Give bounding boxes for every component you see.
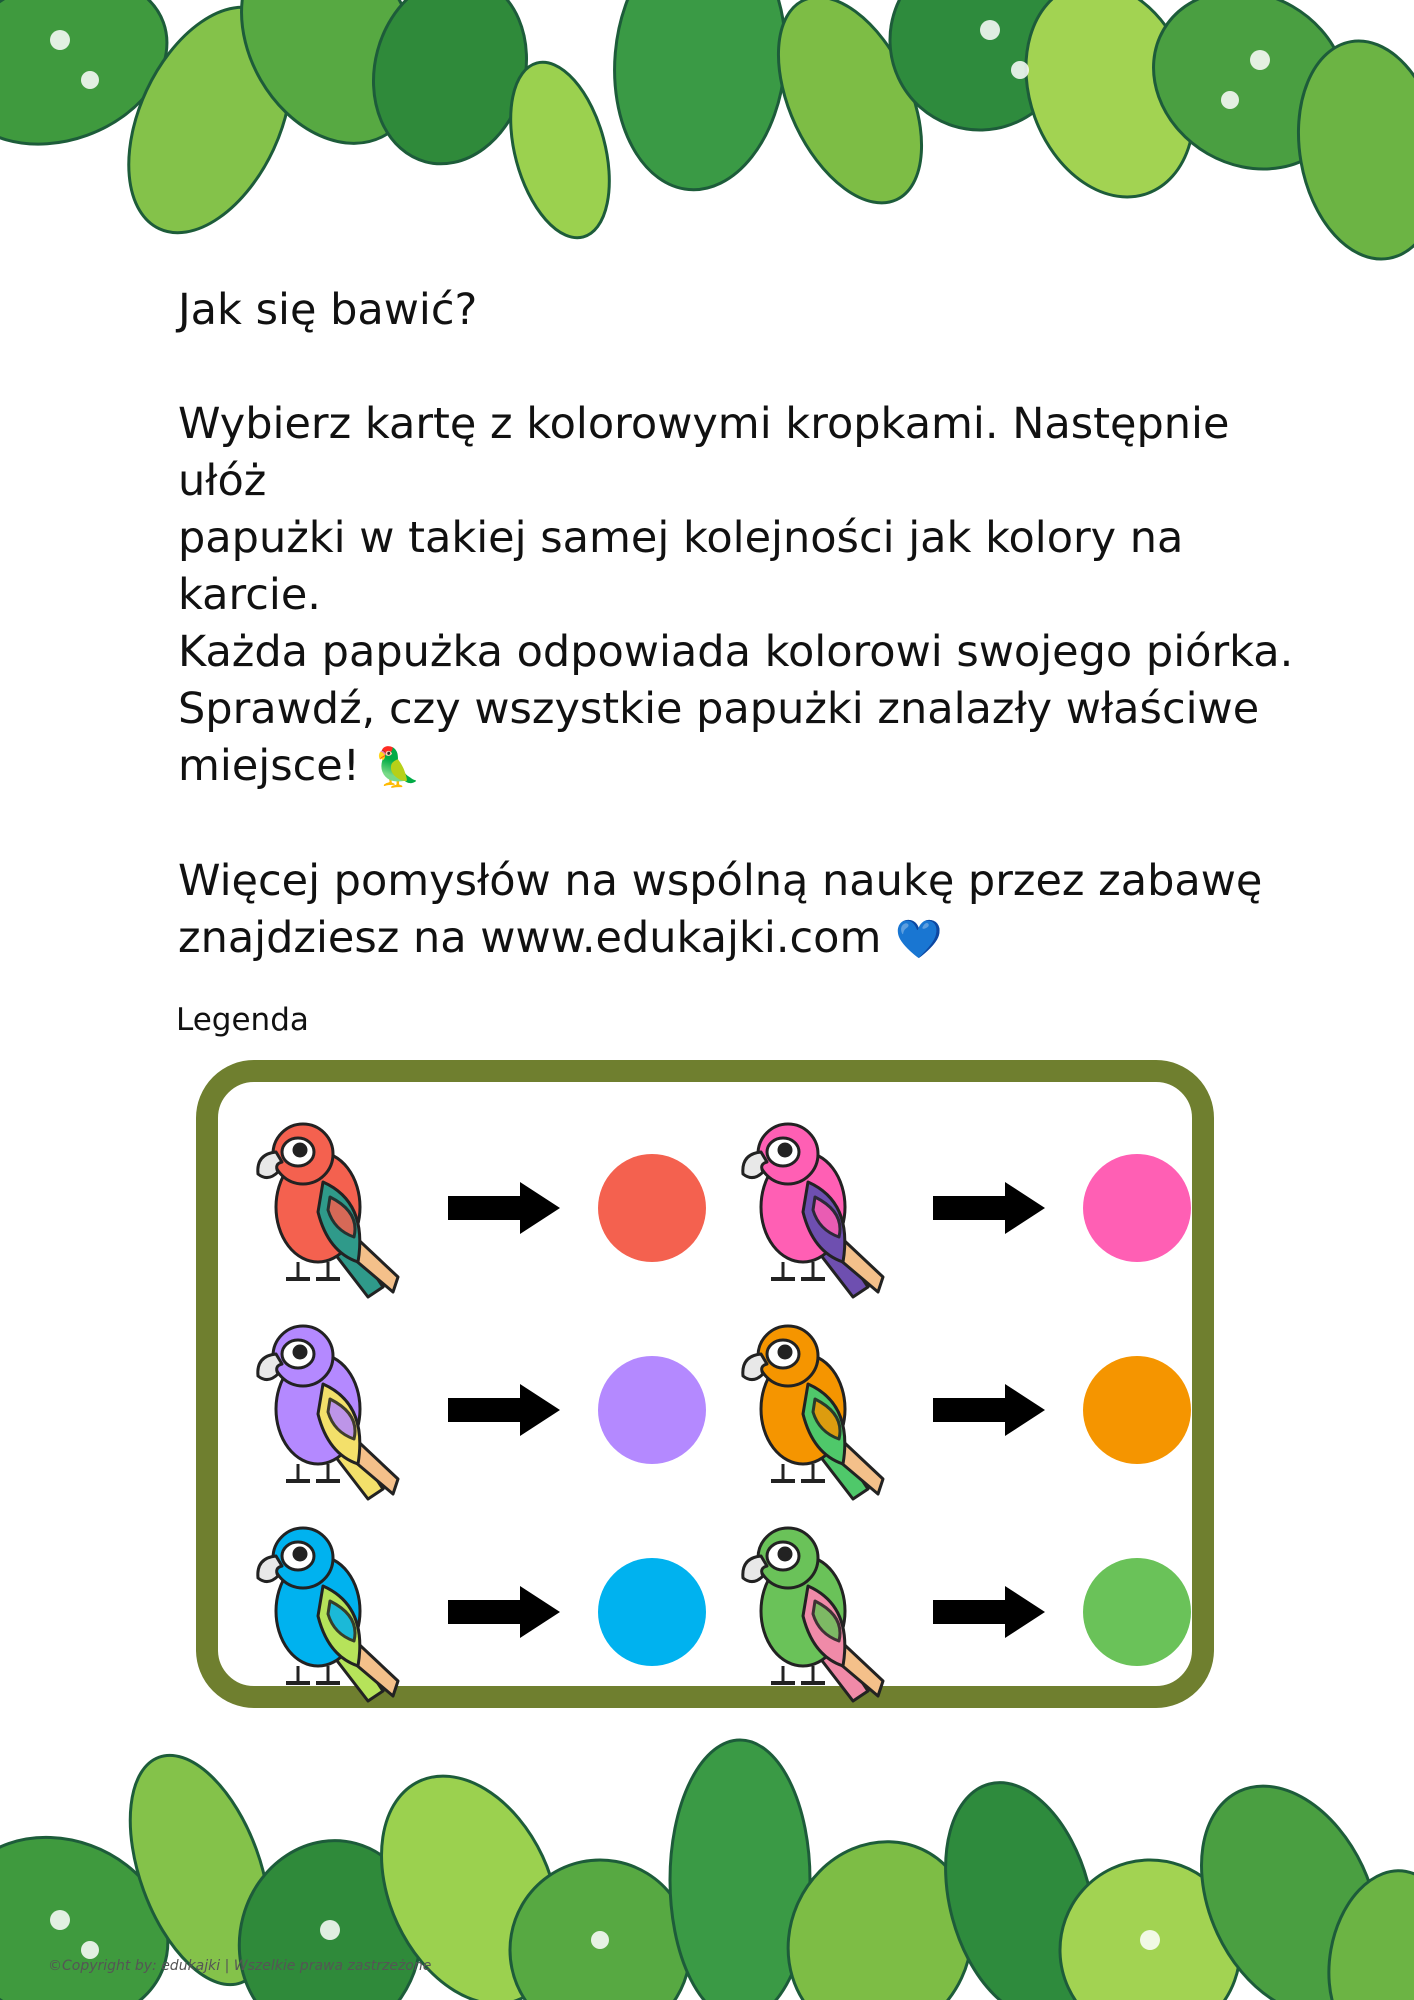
- arrow-right-icon: [933, 1586, 1045, 1638]
- arrow-right-icon: [933, 1384, 1045, 1436]
- orange-parrot-image: [733, 1314, 893, 1508]
- instructions-text: [178, 282, 1318, 968]
- blue-parrot-color-dot: [598, 1558, 706, 1666]
- red-parrot-image: [248, 1112, 408, 1306]
- parrot-emoji-icon: 🦜: [373, 745, 421, 789]
- blue-heart-icon: 💙: [895, 917, 943, 961]
- green-parrot-image: [733, 1516, 893, 1710]
- arrow-right-icon: [448, 1586, 560, 1638]
- purple-parrot-image: [248, 1314, 408, 1508]
- arrow-right-icon: [933, 1182, 1045, 1234]
- rule-line: Wybierz kartę z kolorowymi kropkami. Następnie ułóż: [178, 399, 1230, 506]
- orange-parrot-color-dot: [1083, 1356, 1191, 1464]
- pink-parrot-image: [733, 1112, 893, 1306]
- arrow-right-icon: [448, 1182, 560, 1234]
- red-parrot-color-dot: [598, 1154, 706, 1262]
- rule-line: Każda papużka odpowiada kolorowi swojego piórka.: [178, 627, 1294, 677]
- more-line: Więcej pomysłów na wspólną naukę przez zabawę: [178, 856, 1263, 906]
- rules-paragraph: [178, 396, 1318, 796]
- top-leaf-decoration: [0, 0, 1414, 270]
- more-ideas-paragraph: [178, 853, 1318, 968]
- purple-parrot-color-dot: [598, 1356, 706, 1464]
- rule-line: Sprawdź, czy wszystkie papużki znalazły właściwe: [178, 684, 1260, 734]
- legend-title: Legenda: [176, 1002, 309, 1038]
- pink-parrot-color-dot: [1083, 1154, 1191, 1262]
- rule-line-last: [178, 738, 1318, 796]
- legend-box: [196, 1060, 1214, 1708]
- bottom-leaf-decoration: [0, 1700, 1414, 2000]
- more-line: znajdziesz na www.edukajki.com: [178, 913, 882, 963]
- copyright-text: ©Copyright by: edukajki | Wszelkie prawa zastrzeżone: [48, 1958, 432, 1974]
- rule-line: miejsce!: [178, 741, 360, 791]
- heading: Jak się bawić?: [178, 285, 478, 335]
- blue-parrot-image: [248, 1516, 408, 1710]
- more-line-2: [178, 910, 1318, 968]
- arrow-right-icon: [448, 1384, 560, 1436]
- rule-line: papużki w takiej samej kolejności jak kolory na karcie.: [178, 513, 1184, 620]
- green-parrot-color-dot: [1083, 1558, 1191, 1666]
